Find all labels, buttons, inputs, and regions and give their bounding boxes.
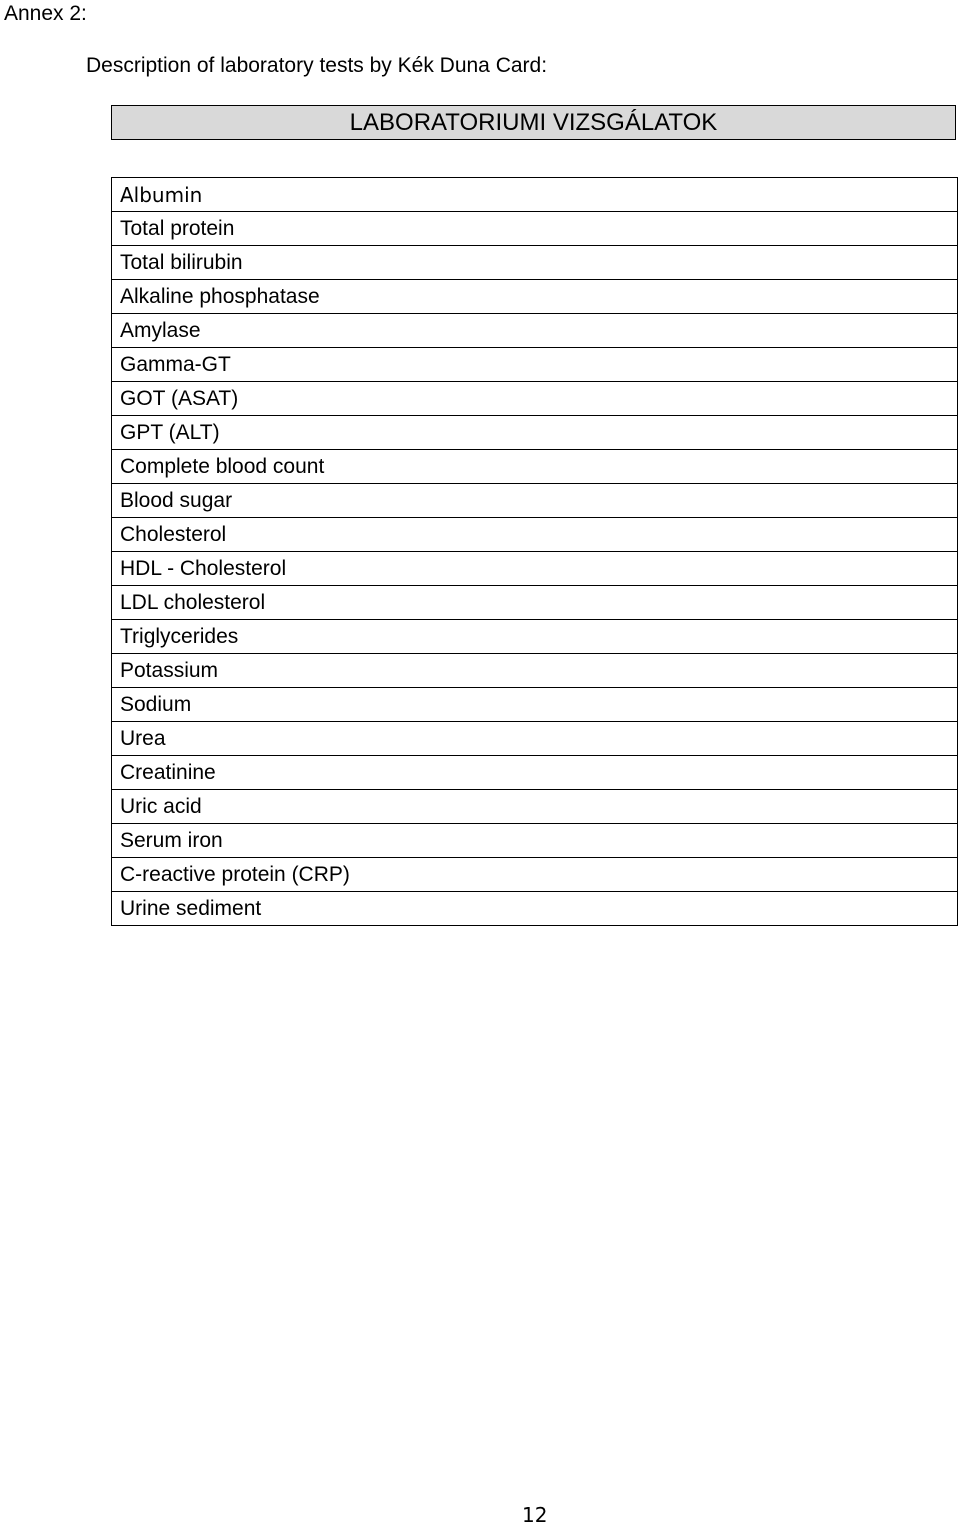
test-name: Albumin bbox=[112, 178, 958, 212]
table-row bbox=[112, 178, 958, 212]
table-row bbox=[112, 892, 958, 926]
table-row bbox=[112, 382, 958, 416]
test-name: Total protein bbox=[112, 212, 958, 246]
table-header: LABORATORIUMI VIZSGÁLATOK bbox=[111, 105, 956, 140]
table-row bbox=[112, 620, 958, 654]
table-row bbox=[112, 314, 958, 348]
test-name: Sodium bbox=[112, 688, 958, 722]
test-name: Gamma-GT bbox=[112, 348, 958, 382]
test-name: Urea bbox=[112, 722, 958, 756]
test-name: Potassium bbox=[112, 654, 958, 688]
test-name: Serum iron bbox=[112, 824, 958, 858]
test-name: Alkaline phosphatase bbox=[112, 280, 958, 314]
test-name: Total bilirubin bbox=[112, 246, 958, 280]
laboratory-tests-table bbox=[111, 177, 958, 926]
table-row bbox=[112, 212, 958, 246]
table-row bbox=[112, 858, 958, 892]
document-description: Description of laboratory tests by Kék Duna Card: bbox=[86, 54, 548, 77]
page-number: 12 bbox=[522, 1503, 548, 1527]
test-name: Amylase bbox=[112, 314, 958, 348]
table-row bbox=[112, 586, 958, 620]
table-row bbox=[112, 756, 958, 790]
test-name: Cholesterol bbox=[112, 518, 958, 552]
table-row bbox=[112, 416, 958, 450]
test-name: Complete blood count bbox=[112, 450, 958, 484]
table-row bbox=[112, 688, 958, 722]
test-name: LDL cholesterol bbox=[112, 586, 958, 620]
table-row bbox=[112, 450, 958, 484]
table-row bbox=[112, 348, 958, 382]
table-row bbox=[112, 654, 958, 688]
test-name: C-reactive protein (CRP) bbox=[112, 858, 958, 892]
table-row bbox=[112, 246, 958, 280]
table-row bbox=[112, 722, 958, 756]
table-row bbox=[112, 552, 958, 586]
test-name: Creatinine bbox=[112, 756, 958, 790]
test-name: GPT (ALT) bbox=[112, 416, 958, 450]
table-row bbox=[112, 280, 958, 314]
test-name: Triglycerides bbox=[112, 620, 958, 654]
table-row bbox=[112, 518, 958, 552]
table-row bbox=[112, 824, 958, 858]
test-name: Blood sugar bbox=[112, 484, 958, 518]
test-name: HDL - Cholesterol bbox=[112, 552, 958, 586]
test-name: Uric acid bbox=[112, 790, 958, 824]
test-name: GOT (ASAT) bbox=[112, 382, 958, 416]
table-row bbox=[112, 790, 958, 824]
table-row bbox=[112, 484, 958, 518]
annex-title: Annex 2: bbox=[4, 2, 87, 25]
test-name: Urine sediment bbox=[112, 892, 958, 926]
